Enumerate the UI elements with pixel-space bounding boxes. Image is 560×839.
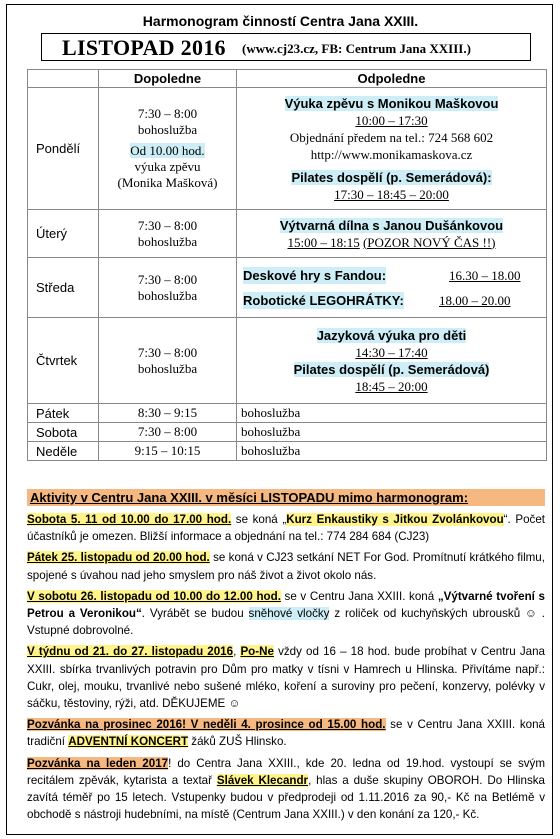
wednesday-pm1-title: Deskové hry s Fandou: (243, 267, 387, 283)
thursday-morning (99, 318, 237, 404)
thursday-am-time: 7:30 – 8:00 (137, 344, 198, 360)
activity-1-rest: “. Počet účastníků je omezen. Bližší informace a objednání na tel.: 774 284 684 (CJ23) (27, 513, 545, 544)
activity-5-rest: žáků ZUŠ Hlinsko. (188, 735, 287, 749)
col-afternoon: Odpoledne (237, 70, 547, 88)
friday-afternoon: bohoslužba (237, 404, 547, 423)
day-thursday: Čtvrtek (28, 318, 99, 404)
monday-pm2-title: Pilates dospělí (p. Semerádová): (291, 169, 492, 185)
monday-am-activity: výuka zpěvu (134, 159, 201, 174)
activity-4 (27, 643, 545, 712)
activity-1-mid: se koná „ (231, 513, 287, 526)
activities-heading: Aktivity v Centru Jana XXIII. v měsíci LISTOPADU mimo harmonogram: (30, 490, 469, 505)
row-friday (28, 404, 547, 423)
wednesday-pm2-title: Robotické LEGOHRÁTKY: (243, 292, 404, 308)
activity-3-date: V sobotu 26. listopadu od 10.00 do 12.00 hod. (27, 589, 281, 603)
activity-4-date: V týdnu od 21. do 27. listopadu 2016 (27, 645, 234, 659)
sunday-afternoon: bohoslužba (237, 442, 547, 461)
day-tuesday: Úterý (28, 210, 99, 258)
wednesday-pm2-time: 18.00 – 20.00 (439, 292, 511, 308)
wednesday-pm1-time: 16.30 – 18.00 (449, 267, 521, 283)
web-info: (www.cj23.cz, FB: Centrum Jana XXIII.) (242, 41, 471, 56)
day-wednesday: Středa (28, 258, 99, 318)
tuesday-pm-time: 15:00 – 18:15 (287, 234, 360, 250)
row-wednesday (28, 258, 547, 318)
tuesday-pm-note: (POZOR NOVÝ ČAS !!) (362, 234, 496, 250)
activity-6-invite: Pozvánka na leden 2017 (27, 756, 169, 770)
tuesday-am-service: bohoslužba (137, 233, 198, 249)
activity-2-rest: se koná v CJ23 setkání NET For God. Promítnutí krátkého filmu, spojené s úvahou nad jeho smyslem pro náš život a život okolo nás. (27, 551, 545, 582)
month-year: LISTOPAD 2016 (62, 35, 226, 60)
row-monday (28, 88, 547, 210)
poster-title: Harmonogram činností Centra Jana XXIII. (142, 13, 419, 29)
monday-am-time: 7:30 – 8:00 (137, 106, 198, 121)
row-tuesday (28, 210, 547, 258)
monday-pm2-time: 17:30 – 18:45 – 20:00 (334, 186, 449, 202)
day-saturday: Sobota (28, 423, 99, 442)
thursday-am-service: bohoslužba (137, 360, 198, 376)
monday-am-service: bohoslužba (137, 122, 198, 137)
activity-2 (27, 549, 545, 583)
activity-4-rest: vždy od 16 – 18 hod. bude probíhat v Centru Jana XXIII. sbírka trvanlivých potravin pro Dům pro matky v tísni v Hamrech u Hlinska. Přivítáme např.: Cukr, olej, mouku, trvanlivé nebo sušené mléko, koření a suroviny pro pečení, konzervy, polévky v sáčku, těstoviny, rýži, atd. DĚKUJEME ☺ (27, 645, 545, 711)
activity-5 (27, 716, 545, 750)
activity-2-date: Pátek 25. listopadu od 20.00 hod. (27, 551, 210, 565)
wednesday-am-time: 7:30 – 8:00 (137, 271, 198, 287)
poster-frame (6, 4, 553, 835)
monday-pm1-time: 10:00 – 17:30 (355, 112, 428, 128)
thursday-pm1-title: Jazyková výuka pro děti (316, 327, 467, 343)
activity-6 (27, 755, 545, 824)
monday-pm1-title: Výuka zpěvu s Monikou Maškovou (284, 95, 499, 111)
schedule-table (27, 69, 547, 461)
activity-4-days: Po-Ne (240, 645, 274, 659)
activity-3-flakes: sněhové vločky (248, 607, 330, 621)
activity-5-invite: Pozvánka na prosinec 2016! V neděli 4. prosince od 15.00 hod. (27, 718, 386, 732)
wednesday-am-service: bohoslužba (137, 287, 198, 303)
thursday-afternoon (237, 318, 547, 404)
day-friday: Pátek (28, 404, 99, 423)
activity-1 (27, 511, 545, 545)
activity-3-name: „Výtvarné tvoření s Petrou a Veronikou“ (27, 589, 545, 621)
sunday-morning: 9:15 – 10:15 (99, 442, 237, 461)
row-sunday (28, 442, 547, 461)
activity-6-rest: , hlas a duše skupiny OBOROH. Do Hlinska zavítá téměř po 15 letech. Vstupenky budou v předprodeji od 1.11.2016 za 90,- Kč na Betlémě v obchodě s nástroji hudebními, na místě (Centrum Jana XXIII.) v den konání za 120,- Kč. (27, 773, 546, 822)
activity-3-rest2: z roliček od kuchyňských ubrousků ☺ . Vstupné dobrovolné. (27, 607, 545, 638)
activities-heading-bar (27, 489, 545, 506)
col-morning: Dopoledne (99, 70, 237, 88)
row-saturday (28, 423, 547, 442)
thursday-pm2-time: 18:45 – 20:00 (355, 378, 428, 394)
saturday-morning: 7:30 – 8:00 (99, 423, 237, 442)
monday-pm1-note: Objednání předem na tel.: 724 568 602 (289, 129, 494, 145)
row-thursday (28, 318, 547, 404)
saturday-afternoon: bohoslužba (237, 423, 547, 442)
monday-am-from: Od 10.00 hod. (130, 143, 205, 158)
activities-list (27, 511, 545, 827)
tuesday-pm-title: Výtvarná dílna s Janou Dušánkovou (279, 217, 504, 233)
day-monday: Pondělí (28, 88, 99, 210)
activity-3-rest1: . Vyrábět se budou (141, 607, 249, 621)
monday-pm1-url: http://www.monikamaskova.cz (310, 146, 473, 162)
friday-morning: 8:30 – 9:15 (99, 404, 237, 423)
activity-5-name: ADVENTNÍ KONCERT (68, 735, 189, 749)
activity-1-date: Sobota 5. 11 od 10.00 do 17.00 hod. (27, 513, 232, 526)
monday-morning (99, 88, 237, 210)
wednesday-morning (99, 258, 237, 318)
day-sunday: Neděle (28, 442, 99, 461)
activity-6-mid: ! do Centra Jana XXIII., kde 20. ledna od 19.hod. vystoupí se svým recitálem zpěvák, kytarista a textař (27, 756, 545, 787)
activity-6-name: Slávek Klecandr (216, 773, 309, 787)
tuesday-morning (99, 210, 237, 258)
activity-5-mid: se v Centru Jana XXIII. koná tradiční (27, 718, 545, 749)
thursday-pm2-title: Pilates dospělí (p. Semerádová) (293, 361, 490, 377)
activity-1-name: Kurz Enkaustiky s Jitkou Zvolánkovou (286, 513, 504, 526)
monday-afternoon (237, 88, 547, 210)
activity-3 (27, 588, 545, 640)
thursday-pm1-time: 14:30 – 17:40 (355, 344, 428, 360)
month-banner (41, 33, 531, 61)
tuesday-afternoon (237, 210, 547, 258)
activity-3-mid: se v Centru Jana XXIII. koná (280, 589, 438, 603)
monday-am-person: (Monika Mašková) (117, 175, 218, 190)
corner-cell (28, 70, 99, 88)
wednesday-afternoon (237, 258, 547, 318)
activity-4-sep: , (233, 645, 241, 659)
tuesday-am-time: 7:30 – 8:00 (137, 217, 198, 233)
